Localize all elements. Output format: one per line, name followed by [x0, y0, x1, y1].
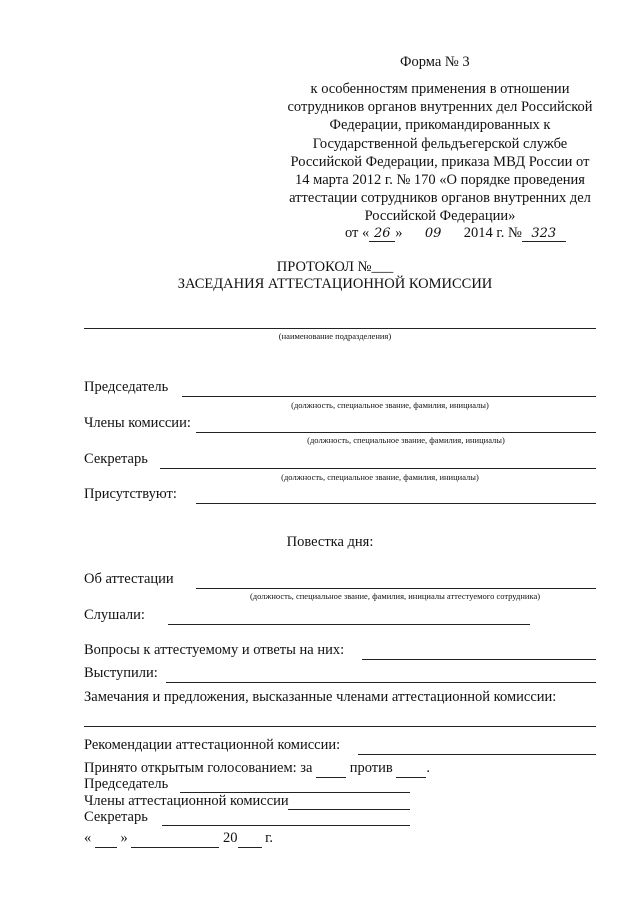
header-line: Российской Федерации, приказа МВД России от [290, 153, 590, 170]
remarks-field[interactable] [84, 726, 596, 727]
date-month-field[interactable] [131, 830, 219, 848]
order-year-no: 2014 г. № [463, 225, 522, 241]
sign-secretary-label: Секретарь [84, 809, 148, 825]
date-line [84, 830, 273, 848]
order-day: 26 [369, 226, 395, 242]
order-prefix: от « [345, 225, 370, 241]
present-label: Присутствуют: [84, 486, 177, 502]
header-line: сотрудников органов внутренних дел Российской [287, 99, 593, 116]
about-field[interactable] [196, 588, 596, 589]
vote-for-field[interactable] [316, 760, 346, 778]
vote-against-field[interactable] [396, 760, 426, 778]
heard-label: Слушали: [84, 607, 145, 623]
order-mid: » [395, 225, 403, 241]
heard-field[interactable] [168, 624, 530, 625]
agenda-heading: Повестка дня: [286, 534, 374, 550]
date-day-field[interactable] [95, 830, 117, 848]
header-line: Федерации, прикомандированных к [329, 117, 551, 134]
spoke-field[interactable] [166, 682, 596, 683]
date-suffix: г. [265, 830, 274, 846]
present-field[interactable] [196, 503, 596, 504]
vote-against-label: против [349, 760, 393, 776]
header-block [270, 80, 610, 226]
sign-members-field[interactable] [288, 809, 410, 810]
chairman-caption: (должность, специальное звание, фамилия, инициалы) [291, 400, 489, 410]
date-year-prefix: 20 [223, 830, 238, 846]
chairman-field[interactable] [182, 396, 596, 397]
date-open-quote: « [84, 830, 92, 846]
header-line: Государственной фельдъегерской службе [312, 135, 568, 152]
vote-text: Принято открытым голосованием: за [84, 760, 313, 776]
unit-name-line[interactable] [84, 328, 596, 329]
remarks-label: Замечания и предложения, высказанные членами аттестационной комиссии: [84, 689, 557, 705]
questions-field[interactable] [362, 659, 596, 660]
order-number: 323 [522, 226, 566, 242]
date-year-field[interactable] [238, 830, 262, 848]
spoke-label: Выступили: [84, 665, 158, 681]
vote-end: . [426, 760, 430, 776]
secretary-caption: (должность, специальное звание, фамилия, инициалы) [281, 472, 479, 482]
header-line: Российской Федерации» [364, 208, 516, 225]
sign-members-label: Члены аттестационной комиссии [84, 793, 289, 809]
order-month: 09 [424, 226, 442, 241]
members-caption: (должность, специальное звание, фамилия, инициалы) [307, 435, 505, 445]
about-caption: (должность, специальное звание, фамилия, инициалы аттестуемого сотрудника) [249, 591, 541, 601]
title-line-1: ПРОТОКОЛ №___ [276, 259, 394, 275]
members-label: Члены комиссии: [84, 415, 191, 431]
questions-label: Вопросы к аттестуемому и ответы на них: [84, 642, 345, 658]
header-line: аттестации сотрудников органов внутренних дел [289, 190, 591, 207]
chairman-label: Председатель [84, 379, 169, 395]
title-line-2: ЗАСЕДАНИЯ АТТЕСТАЦИОННОЙ КОМИССИИ [177, 276, 493, 292]
form-number: Форма № 3 [400, 54, 470, 70]
date-close-quote: » [120, 830, 128, 846]
header-line: 14 марта 2012 г. № 170 «О порядке проведения [295, 172, 585, 189]
secretary-label: Секретарь [84, 451, 148, 467]
header-line: к особенностям применения в отношении [310, 81, 570, 97]
members-field[interactable] [196, 432, 596, 433]
about-label: Об аттестации [84, 571, 174, 587]
sign-chairman-label: Председатель [84, 776, 169, 792]
recommendations-field[interactable] [358, 754, 596, 755]
sign-secretary-field[interactable] [162, 825, 410, 826]
secretary-field[interactable] [160, 468, 596, 469]
order-line [345, 225, 566, 242]
recommendations-label: Рекомендации аттестационной комиссии: [84, 737, 341, 753]
unit-caption: (наименование подразделения) [278, 331, 392, 341]
